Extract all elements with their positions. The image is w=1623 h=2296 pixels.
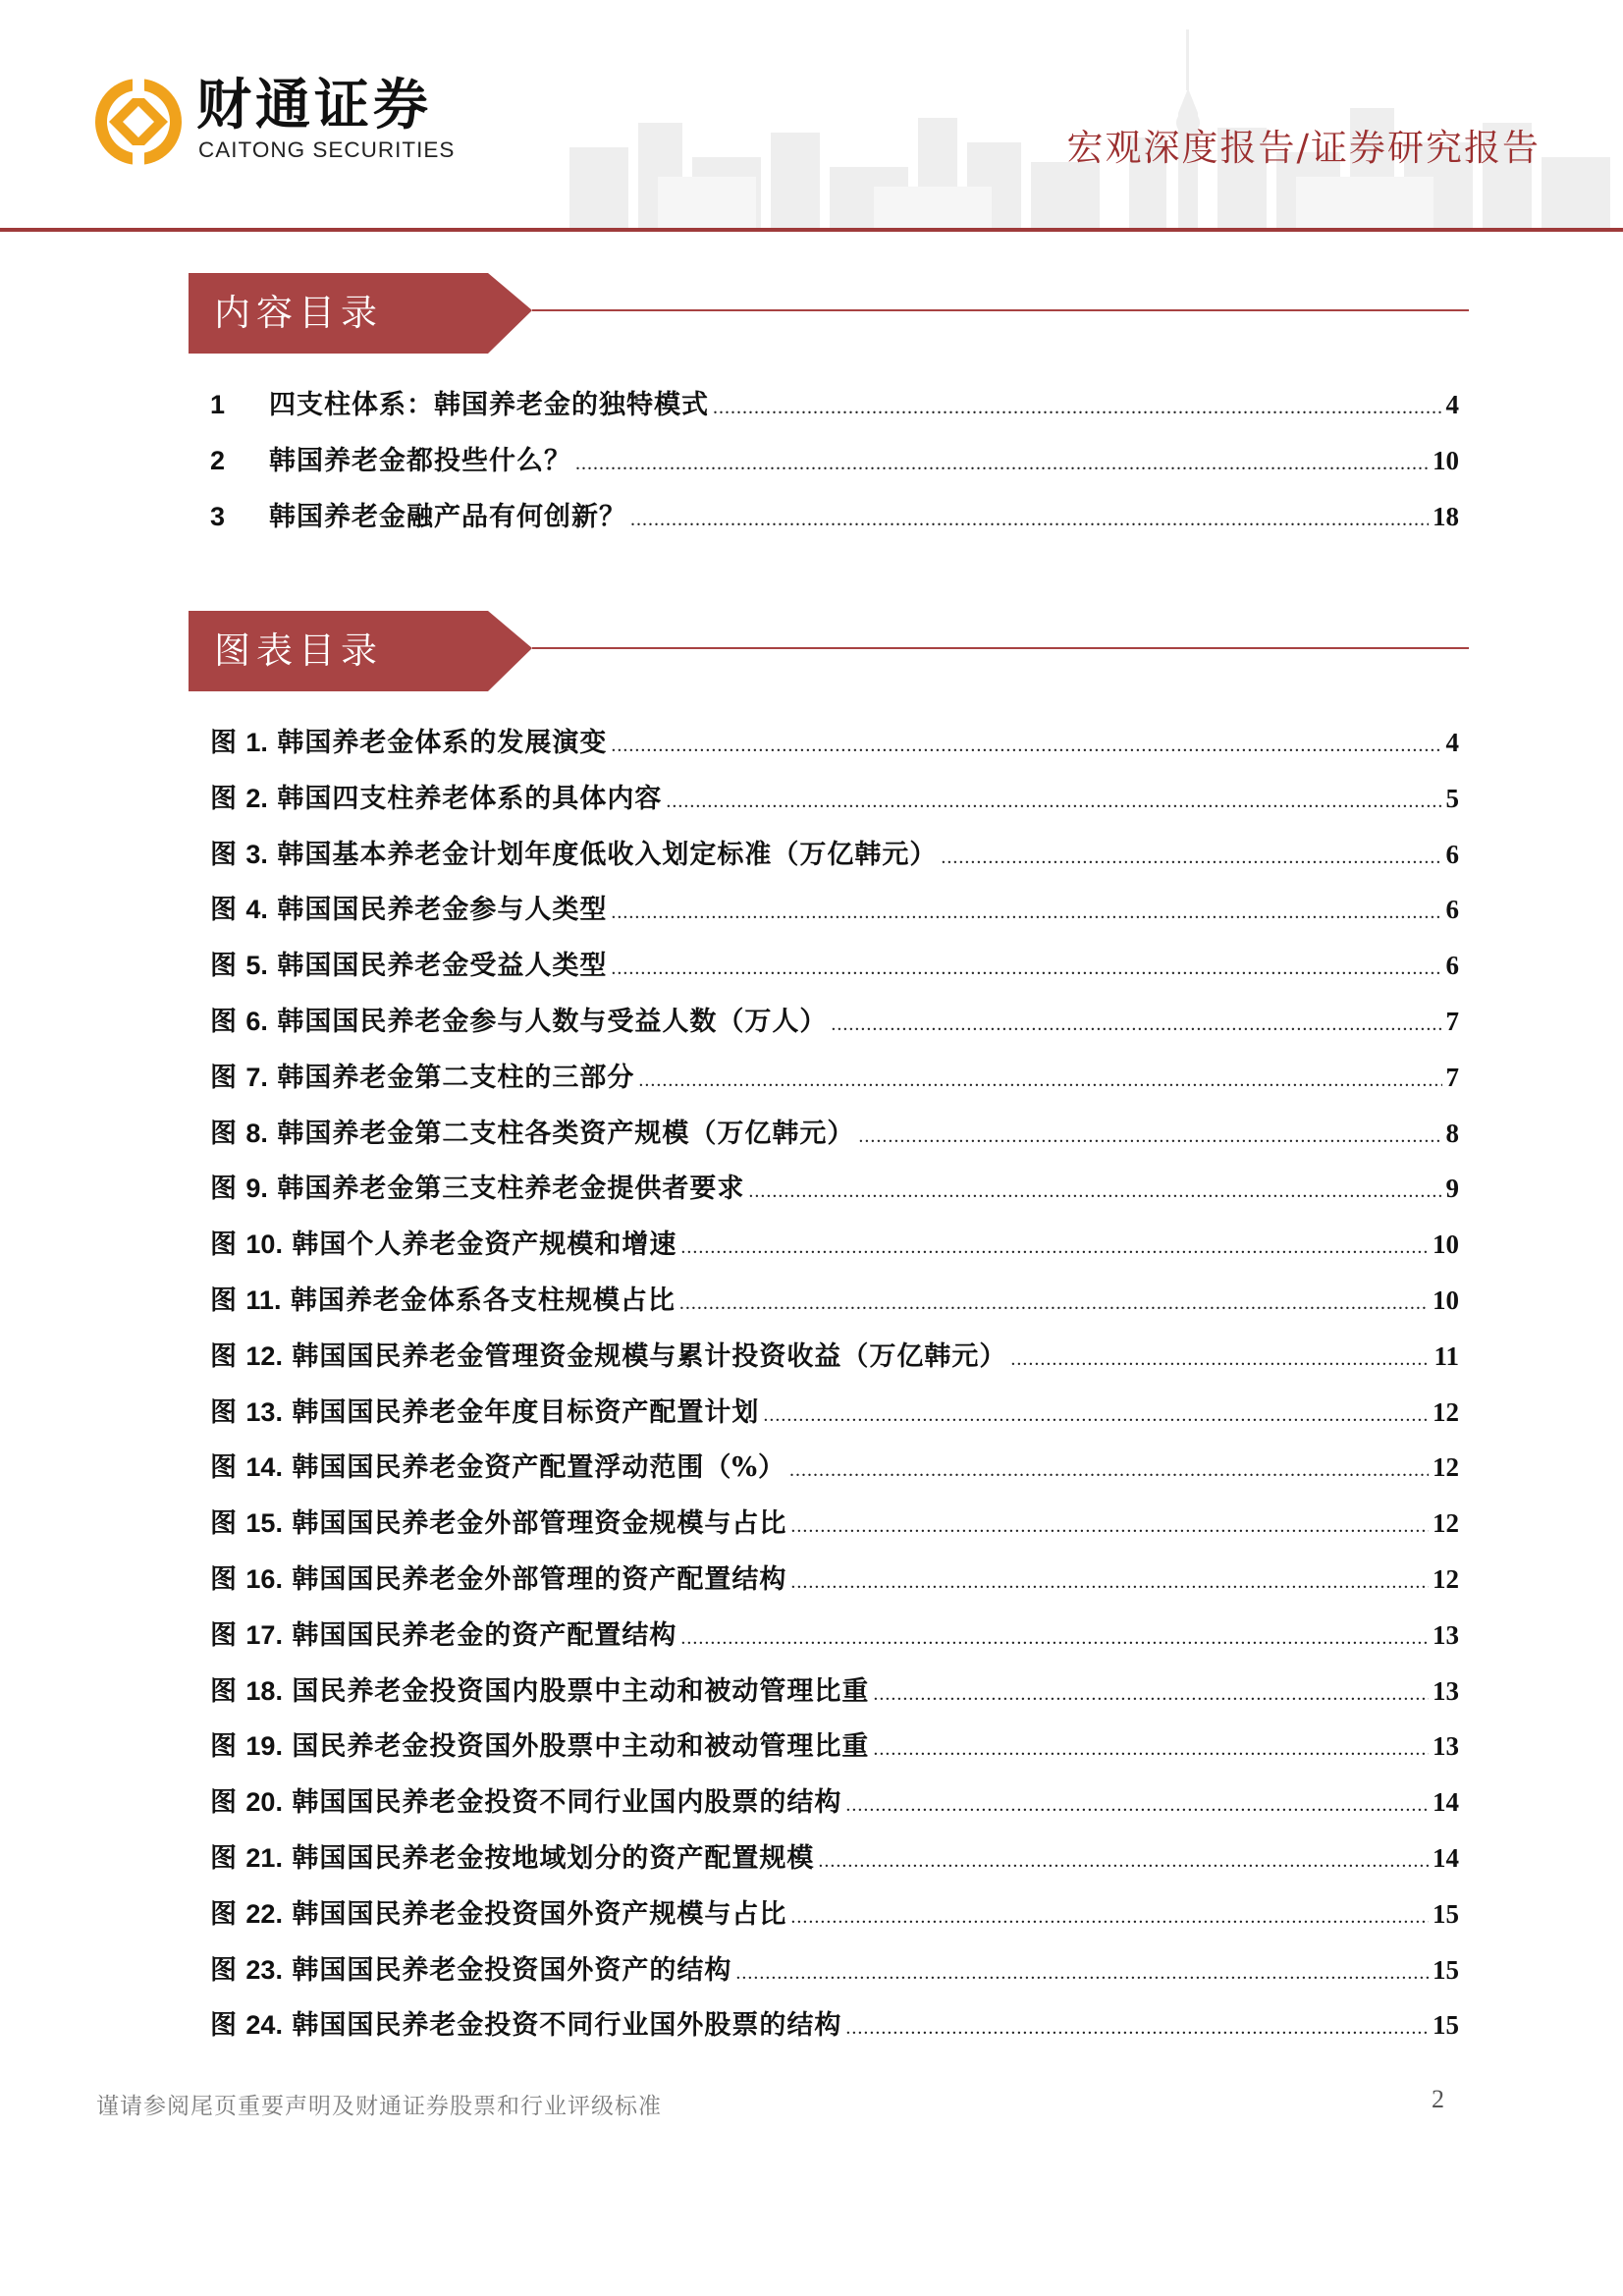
figure-title: 韩国养老金第二支柱的三部分 <box>277 1062 635 1093</box>
figure-title: 韩国养老金体系各支柱规模占比 <box>290 1285 676 1316</box>
toc-entry-page: 4 <box>1445 390 1459 419</box>
figure-word: 图 <box>210 728 237 758</box>
figure-entry[interactable] <box>210 2003 1459 2043</box>
figure-title: 韩国国民养老金参与人类型 <box>277 895 608 926</box>
figure-entry[interactable] <box>210 1279 1459 1318</box>
figure-title: 韩国国民养老金外部管理资金规模与占比 <box>292 1508 787 1540</box>
toc-entry-page: 18 <box>1433 502 1459 531</box>
figure-label <box>210 1948 292 1987</box>
figure-word: 图 <box>210 1007 237 1037</box>
figure-number: 9. <box>245 1174 268 1204</box>
figure-number: 15. <box>245 1508 283 1539</box>
figure-number: 23. <box>245 1954 283 1985</box>
figure-page: 14 <box>1433 1843 1459 1873</box>
banner-rule <box>532 647 1469 649</box>
figure-word: 图 <box>210 1285 237 1316</box>
figure-number: 20. <box>245 1787 283 1818</box>
figure-number: 8. <box>245 1118 268 1148</box>
figure-number: 13. <box>245 1396 283 1427</box>
figure-title: 国民养老金投资国外股票中主动和被动管理比重 <box>292 1731 870 1763</box>
figure-page: 9 <box>1445 1174 1459 1204</box>
figure-number: 7. <box>245 1062 268 1092</box>
figure-number: 3. <box>245 839 268 869</box>
figure-page: 12 <box>1433 1396 1459 1427</box>
banner-rule <box>532 309 1469 311</box>
toc-title: 内容目录 <box>214 292 383 334</box>
figure-page: 10 <box>1433 1285 1459 1315</box>
figure-word: 图 <box>210 1508 237 1540</box>
figure-label <box>210 1502 292 1540</box>
dot-leader <box>818 1850 1429 1873</box>
page-header <box>0 0 1623 236</box>
figure-number: 2. <box>245 783 268 813</box>
figure-word: 图 <box>210 1843 237 1874</box>
footer-disclaimer: 谨请参阅尾页重要声明及财通证券股票和行业评级标准 <box>96 2094 662 2119</box>
toc-entry[interactable] <box>210 439 1459 478</box>
dot-leader <box>845 2017 1429 2040</box>
figure-page: 7 <box>1445 1007 1459 1036</box>
figure-entry[interactable] <box>210 1558 1459 1597</box>
figure-title: 韩国国民养老金投资国外资产的结构 <box>292 1954 732 1986</box>
figure-number: 11. <box>245 1285 282 1315</box>
dot-leader <box>858 1125 1441 1148</box>
logo-chinese-name: 财通证券 <box>196 74 432 137</box>
caitong-logo-icon <box>93 77 184 167</box>
toc-entry[interactable] <box>210 383 1459 422</box>
figure-label <box>210 1836 292 1875</box>
figure-number: 5. <box>245 951 268 981</box>
figure-entry[interactable] <box>210 1056 1459 1095</box>
figure-label <box>210 777 277 815</box>
dot-leader <box>1010 1348 1430 1371</box>
figure-title: 韩国国民养老金按地域划分的资产配置规模 <box>292 1843 815 1874</box>
figure-word: 图 <box>210 1174 237 1205</box>
dot-leader <box>638 1069 1441 1092</box>
toc-entry-title: 韩国养老金都投些什么？ <box>269 446 571 476</box>
figure-word: 图 <box>210 1230 237 1261</box>
figure-page: 13 <box>1433 1619 1459 1650</box>
toc-entry-number: 3 <box>210 502 226 531</box>
figure-label <box>210 1892 292 1931</box>
figure-page: 6 <box>1445 895 1459 925</box>
figure-entry[interactable] <box>210 777 1459 816</box>
figure-number: 18. <box>245 1675 283 1706</box>
figures-section-banner <box>189 611 1469 691</box>
figure-title: 韩国养老金体系的发展演变 <box>277 728 608 758</box>
figure-page: 11 <box>1434 1340 1459 1371</box>
figure-label <box>210 1167 277 1205</box>
figure-label <box>210 721 277 759</box>
figure-label <box>210 1669 292 1708</box>
figure-label <box>210 1391 292 1429</box>
dot-leader <box>630 509 1429 531</box>
figure-entry[interactable] <box>210 1000 1459 1039</box>
figure-word: 图 <box>210 1452 237 1484</box>
dot-leader <box>845 1794 1429 1817</box>
figure-title: 韩国国民养老金投资国外资产规模与占比 <box>292 1898 787 1930</box>
toc-entry-title: 四支柱体系：韩国养老金的独特模式 <box>269 390 709 420</box>
dot-leader <box>941 847 1441 869</box>
dot-leader <box>680 1236 1429 1259</box>
dot-leader <box>831 1013 1441 1036</box>
figure-word: 图 <box>210 1731 237 1763</box>
figure-entry[interactable] <box>210 1613 1459 1653</box>
figure-title: 韩国国民养老金投资不同行业国外股票的结构 <box>292 2010 842 2042</box>
figure-entry[interactable] <box>210 721 1459 760</box>
dot-leader <box>873 1683 1429 1706</box>
dot-leader <box>735 1962 1429 1985</box>
figure-label <box>210 1335 292 1373</box>
figure-word: 图 <box>210 2010 237 2042</box>
dot-leader <box>575 453 1429 475</box>
figure-label <box>210 1279 291 1317</box>
figure-label <box>210 1558 292 1596</box>
dot-leader <box>873 1738 1429 1761</box>
figure-label <box>210 2003 292 2042</box>
figure-page: 14 <box>1433 1787 1459 1818</box>
figure-page: 12 <box>1433 1564 1459 1594</box>
figure-number: 12. <box>245 1340 283 1371</box>
figure-word: 图 <box>210 1619 237 1651</box>
figure-title: 韩国国民养老金资产配置浮动范围（%） <box>292 1452 786 1484</box>
figure-page: 10 <box>1433 1230 1459 1260</box>
figure-word: 图 <box>210 1675 237 1707</box>
figure-entry[interactable] <box>210 1167 1459 1206</box>
figure-page: 15 <box>1433 2010 1459 2041</box>
figure-label <box>210 833 277 871</box>
figure-label <box>210 1000 277 1038</box>
figure-page: 7 <box>1445 1062 1459 1092</box>
figure-word: 图 <box>210 951 237 982</box>
figure-label <box>210 1613 292 1652</box>
figure-number: 19. <box>245 1731 283 1762</box>
toc-entry-number: 2 <box>210 446 226 475</box>
figure-word: 图 <box>210 1564 237 1595</box>
figure-title: 韩国四支柱养老体系的具体内容 <box>277 783 663 814</box>
toc-entry-title: 韩国养老金融产品有何创新？ <box>269 502 626 532</box>
figure-entry[interactable] <box>210 1669 1459 1709</box>
figure-page: 6 <box>1445 951 1459 981</box>
toc-entry-number: 1 <box>210 390 226 419</box>
dot-leader <box>611 957 1441 980</box>
figure-entry[interactable] <box>210 944 1459 983</box>
figure-word: 图 <box>210 783 237 814</box>
figure-number: 17. <box>245 1619 283 1650</box>
figure-title: 韩国国民养老金年度目标资产配置计划 <box>292 1396 760 1428</box>
figure-word: 图 <box>210 839 237 870</box>
figure-word: 图 <box>210 1340 237 1372</box>
figure-title: 韩国国民养老金的资产配置结构 <box>292 1619 677 1651</box>
figure-label <box>210 944 277 982</box>
figure-word: 图 <box>210 1787 237 1819</box>
figure-entry[interactable] <box>210 833 1459 872</box>
dot-leader <box>789 1459 1429 1482</box>
figure-number: 6. <box>245 1007 268 1036</box>
figure-page: 13 <box>1433 1675 1459 1706</box>
figure-word: 图 <box>210 1396 237 1428</box>
figure-number: 16. <box>245 1564 283 1594</box>
figure-number: 4. <box>245 895 268 925</box>
figure-number: 24. <box>245 2010 283 2041</box>
figure-page: 12 <box>1433 1452 1459 1483</box>
figure-number: 21. <box>245 1843 283 1873</box>
figure-word: 图 <box>210 895 237 926</box>
figure-label <box>210 1056 277 1094</box>
figure-title: 韩国国民养老金参与人数与受益人数（万人） <box>277 1007 828 1037</box>
figure-page: 5 <box>1445 783 1459 813</box>
figure-word: 图 <box>210 1118 237 1149</box>
figure-page: 4 <box>1445 728 1459 757</box>
dot-leader <box>790 1571 1429 1594</box>
figure-title: 韩国养老金第三支柱养老金提供者要求 <box>277 1174 745 1205</box>
figure-title: 韩国基本养老金计划年度低收入划定标准（万亿韩元） <box>277 839 938 870</box>
figure-label <box>210 1724 292 1763</box>
figure-title: 韩国国民养老金投资不同行业国内股票的结构 <box>292 1787 842 1819</box>
header-divider <box>0 228 1623 232</box>
figure-word: 图 <box>210 1898 237 1930</box>
figure-entry[interactable] <box>210 1836 1459 1876</box>
toc-entry[interactable] <box>210 495 1459 534</box>
figure-number: 10. <box>245 1230 283 1260</box>
figure-word: 图 <box>210 1062 237 1093</box>
dot-leader <box>679 1292 1429 1315</box>
figure-page: 6 <box>1445 839 1459 869</box>
figure-entry[interactable] <box>210 1780 1459 1820</box>
figure-page: 15 <box>1433 1898 1459 1929</box>
dot-leader <box>611 902 1441 924</box>
dot-leader <box>666 791 1441 813</box>
toc-section-banner <box>189 273 1469 354</box>
figure-entry[interactable] <box>210 1112 1459 1151</box>
figure-label <box>210 1446 292 1484</box>
figure-entry[interactable] <box>210 1446 1459 1485</box>
figure-page: 8 <box>1445 1118 1459 1148</box>
dot-leader <box>763 1404 1429 1427</box>
figure-label <box>210 1780 292 1819</box>
logo-english-name: CAITONG SECURITIES <box>198 137 456 162</box>
figure-page: 12 <box>1433 1508 1459 1539</box>
figure-entry[interactable] <box>210 1335 1459 1374</box>
dot-leader <box>748 1180 1441 1203</box>
figure-label <box>210 1223 292 1261</box>
page-number: 2 <box>1432 2085 1444 2113</box>
figure-label <box>210 1112 277 1150</box>
figure-number: 14. <box>245 1452 283 1483</box>
toc-entry-page: 10 <box>1433 446 1459 475</box>
figure-entry[interactable] <box>210 1223 1459 1262</box>
figures-title: 图表目录 <box>214 629 383 672</box>
figure-entry[interactable] <box>210 1948 1459 1988</box>
figure-entry[interactable] <box>210 1391 1459 1430</box>
figure-title: 国民养老金投资国内股票中主动和被动管理比重 <box>292 1675 870 1707</box>
figure-number: 1. <box>245 728 268 757</box>
dot-leader <box>790 1515 1429 1538</box>
figure-entry[interactable] <box>210 1892 1459 1932</box>
figure-page: 15 <box>1433 1954 1459 1985</box>
figure-title: 韩国国民养老金外部管理的资产配置结构 <box>292 1564 787 1595</box>
figure-title: 韩国国民养老金管理资金规模与累计投资收益（万亿韩元） <box>292 1340 1007 1372</box>
dot-leader <box>611 735 1441 757</box>
figure-word: 图 <box>210 1954 237 1986</box>
dot-leader <box>713 397 1442 419</box>
figure-title: 韩国养老金第二支柱各类资产规模（万亿韩元） <box>277 1118 855 1149</box>
figure-title: 韩国国民养老金受益人类型 <box>277 951 608 982</box>
figure-page: 13 <box>1433 1731 1459 1762</box>
figure-label <box>210 888 277 926</box>
figure-entry[interactable] <box>210 888 1459 927</box>
figure-number: 22. <box>245 1898 283 1929</box>
dot-leader <box>790 1906 1429 1929</box>
figure-entry[interactable] <box>210 1724 1459 1764</box>
figure-entry[interactable] <box>210 1502 1459 1541</box>
report-type-label: 宏观深度报告/证券研究报告 <box>1066 127 1541 169</box>
dot-leader <box>680 1627 1429 1650</box>
figure-title: 韩国个人养老金资产规模和增速 <box>292 1230 677 1261</box>
